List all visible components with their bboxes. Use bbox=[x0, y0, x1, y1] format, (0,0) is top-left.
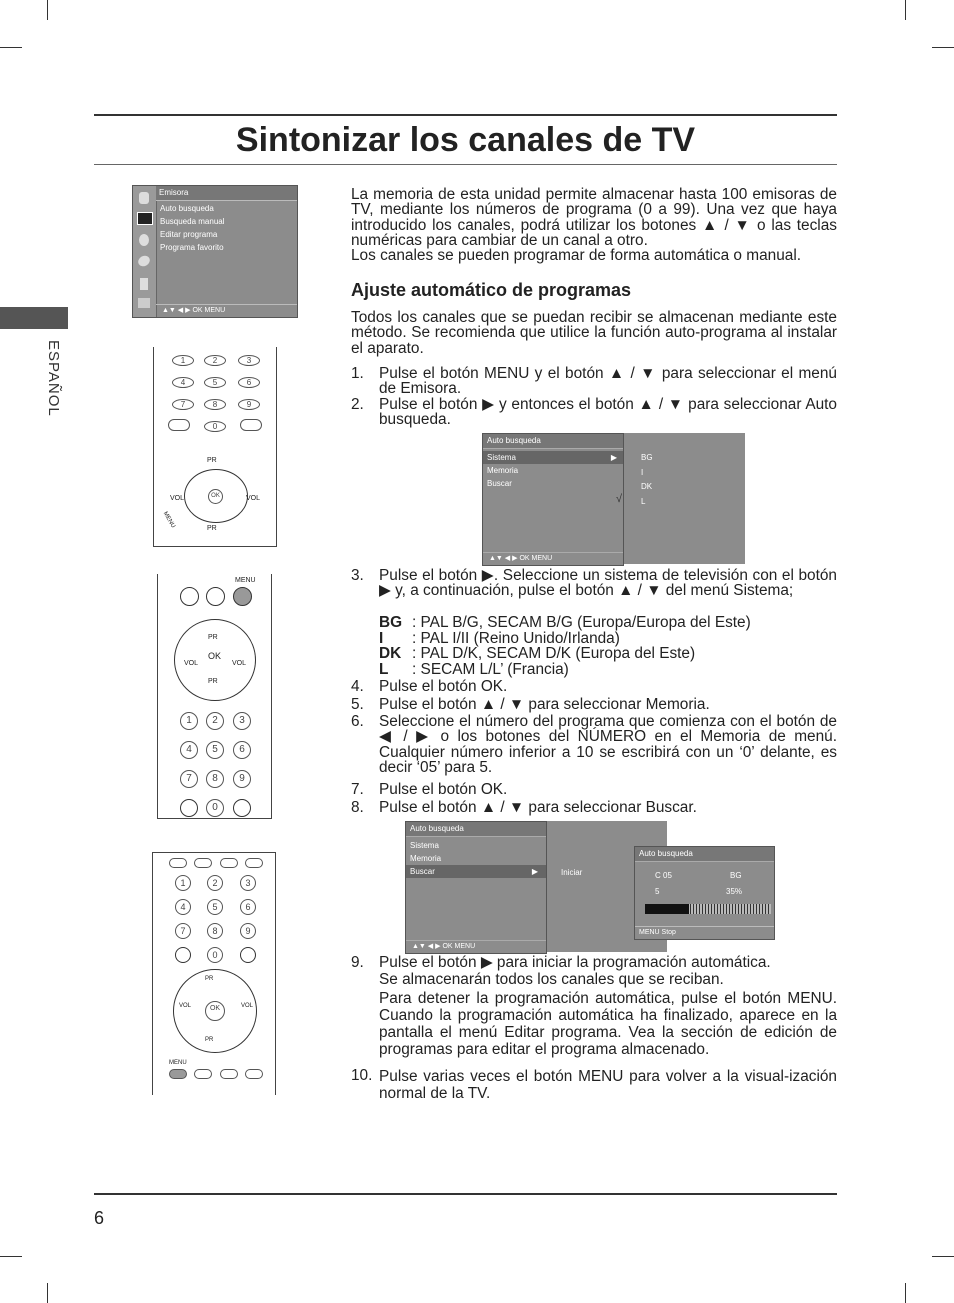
vol-label: VOL bbox=[246, 495, 261, 502]
digit-button[interactable]: 1 bbox=[180, 712, 198, 730]
remote-button[interactable] bbox=[240, 419, 262, 431]
page-number: 6 bbox=[94, 1208, 105, 1228]
check-mark: √ bbox=[616, 493, 623, 505]
start-label: Iniciar bbox=[561, 868, 583, 877]
step-5: 5. Pulse el botón ▲ / ▼ para seleccionar Memoria. bbox=[351, 696, 710, 713]
digit-button[interactable]: 4 bbox=[180, 741, 198, 759]
pr-label: PR bbox=[205, 976, 214, 982]
remote-button[interactable] bbox=[220, 1069, 238, 1079]
osd-header: Auto busqueda bbox=[406, 822, 546, 837]
ok-label: OK bbox=[208, 651, 222, 661]
screen-icon bbox=[138, 298, 150, 308]
step-3: 3. Pulse el botón ▶. Seleccione un sistema de televisión con el botón ▶ y, a continuación, pulse el botón ▲ / ▼ del menú Sistema; bbox=[351, 567, 837, 600]
menu-item: Programa favorito bbox=[160, 243, 224, 252]
digit-button[interactable]: 9 bbox=[233, 770, 251, 788]
section-heading: Ajuste automático de programas bbox=[351, 280, 632, 300]
remote-control-3 bbox=[152, 852, 276, 1095]
ok-button[interactable]: OK bbox=[205, 1001, 225, 1021]
menu-button[interactable] bbox=[233, 587, 252, 606]
menu-item: Busqueda manual bbox=[160, 217, 225, 226]
round-button[interactable] bbox=[180, 587, 199, 606]
pr-label: PR bbox=[205, 1037, 214, 1043]
menu-item: Auto busqueda bbox=[160, 204, 214, 213]
vol-label: VOL bbox=[184, 660, 199, 667]
page-title: Sintonizar los canales de TV bbox=[94, 114, 837, 165]
digit-button[interactable]: 1 bbox=[172, 355, 194, 366]
step-8: 8. Pulse el botón ▲ / ▼ para seleccionar Buscar. bbox=[351, 799, 697, 816]
pr-label: PR bbox=[208, 634, 218, 641]
digit-button[interactable]: 0 bbox=[204, 421, 226, 432]
section-paragraph: Todos los canales que se puedan recibir se almacenan mediante este método. Se recomienda que utilice la función auto-programa al instalar el aparato. bbox=[351, 309, 837, 357]
remote-control-1 bbox=[153, 347, 277, 547]
digit-button[interactable]: 3 bbox=[233, 712, 251, 730]
digit-button[interactable]: 5 bbox=[206, 741, 224, 759]
osd-footer: ▲▼ ◀ ▶ OK MENU bbox=[483, 552, 623, 565]
step-6: 6. Seleccione el número del programa que comienza con el botón de ◀ / ▶ o los botones del NÚMERO en el Memoria de menú. Cualquier número inferior a 10 se escribirá con un ‘0’ delante, es decir ‘05’ para 5. bbox=[351, 713, 837, 777]
digit-button[interactable]: 4 bbox=[175, 899, 191, 915]
menu-item: Buscar bbox=[487, 479, 512, 488]
remote-button[interactable] bbox=[245, 858, 263, 868]
step-2: 2. Pulse el botón ▶ y entonces el botón ▲ / ▼ para seleccionar Auto busqueda. bbox=[351, 396, 837, 429]
remote-button[interactable] bbox=[169, 858, 187, 868]
step-10: 10. Pulse varias veces el botón MENU para volver a la visual-ización normal de la TV. bbox=[351, 1067, 837, 1102]
remote-control-2 bbox=[157, 574, 272, 819]
menu-item: Editar programa bbox=[160, 230, 218, 239]
station-icon bbox=[139, 192, 149, 204]
digit-button[interactable]: 2 bbox=[206, 712, 224, 730]
progress-fill bbox=[645, 904, 689, 914]
digit-button[interactable]: 4 bbox=[172, 377, 194, 388]
step-9: 9. Pulse el botón ▶ para iniciar la programación automática. Se almacenarán todos los canales que se reciban. Para detener la programación automática, pulse el botón MENU. Cuando la programación automática ha finalizado, aparece en la pantalla el menú Editar programa. Vea la sección de edición de programas para editar el programa almacenado. bbox=[351, 954, 837, 1059]
digit-button[interactable]: 6 bbox=[240, 899, 256, 915]
vol-label: VOL bbox=[232, 660, 247, 667]
menu-label: MENU bbox=[235, 577, 256, 584]
system-option: DK bbox=[641, 482, 653, 491]
remote-button[interactable] bbox=[220, 858, 238, 868]
system-option: L bbox=[641, 496, 646, 506]
menu-label: MENU bbox=[161, 510, 176, 530]
digit-button[interactable]: 5 bbox=[204, 377, 226, 388]
osd-auto-busqueda-sistema bbox=[482, 433, 624, 566]
digit-button[interactable]: 7 bbox=[172, 399, 194, 410]
digit-button[interactable]: 5 bbox=[207, 899, 223, 915]
step-1: 1. Pulse el botón MENU y el botón ▲ / ▼ para seleccionar el menú de Emisora. bbox=[351, 365, 837, 398]
osd-footer: ▲▼ ◀ ▶ OK MENU bbox=[406, 940, 546, 953]
round-button[interactable] bbox=[233, 799, 251, 817]
step-4: 4. Pulse el botón OK. bbox=[351, 678, 508, 695]
intro-paragraph-2: Los canales se pueden programar de forma automática o manual. bbox=[351, 247, 802, 264]
osd-auto-busqueda-buscar bbox=[405, 821, 547, 954]
osd-header: Auto busqueda bbox=[635, 847, 774, 862]
menu-item-sistema: Sistema ▶ bbox=[483, 451, 623, 464]
pr-label: PR bbox=[208, 678, 218, 685]
digit-button[interactable]: 3 bbox=[238, 355, 260, 366]
sound-icon bbox=[139, 234, 149, 246]
digit-button[interactable]: 9 bbox=[240, 923, 256, 939]
osd-progress-box bbox=[634, 846, 775, 940]
round-button[interactable] bbox=[206, 587, 225, 606]
language-tab-bar bbox=[0, 307, 68, 329]
menu-label: MENU bbox=[169, 1060, 187, 1066]
digit-button[interactable]: 0 bbox=[206, 799, 224, 817]
language-tab: ESPAÑOL bbox=[45, 340, 62, 417]
menu-item-buscar: Buscar ▶ bbox=[406, 865, 546, 878]
digit-button[interactable]: 0 bbox=[207, 947, 223, 963]
menu-item: Memoria bbox=[410, 854, 442, 863]
digit-button[interactable]: 8 bbox=[206, 770, 224, 788]
digit-button[interactable]: 3 bbox=[240, 875, 256, 891]
program-label: 5 bbox=[655, 887, 660, 896]
system-list: BG : PAL B/G, SECAM B/G (Europa/Europa del Este) I : PAL I/II (Reino Unido/Irlanda) DK : PAL D/K, SECAM D/K (Europa del Este) L : SECAM L/L’ (Francia) bbox=[379, 614, 751, 678]
digit-button[interactable]: 6 bbox=[238, 377, 260, 388]
step-7: 7. Pulse el botón OK. bbox=[351, 781, 508, 798]
picture-icon bbox=[137, 212, 153, 225]
osd-footer: ▲▼ ◀ ▶ OK MENU bbox=[156, 304, 297, 317]
digit-button[interactable]: 7 bbox=[175, 923, 191, 939]
system-label: BG bbox=[730, 871, 742, 880]
digit-button[interactable]: 2 bbox=[207, 875, 223, 891]
pr-label: PR bbox=[207, 525, 217, 532]
digit-button[interactable]: 1 bbox=[175, 875, 191, 891]
menu-button[interactable] bbox=[169, 1069, 187, 1079]
remote-button[interactable] bbox=[194, 858, 212, 868]
menu-item: Memoria bbox=[487, 466, 519, 475]
time-icon bbox=[136, 254, 151, 269]
osd-emisora-menu bbox=[132, 185, 298, 318]
digit-button[interactable]: 8 bbox=[204, 399, 226, 410]
vol-label: VOL bbox=[179, 1003, 192, 1009]
progress-bar bbox=[645, 904, 771, 914]
remote-button[interactable] bbox=[194, 1069, 212, 1079]
remote-button[interactable] bbox=[245, 1069, 263, 1079]
osd-header: Emisora bbox=[156, 186, 297, 201]
vol-label: VOL bbox=[241, 1003, 254, 1009]
round-button[interactable] bbox=[240, 947, 256, 963]
vol-label: VOL bbox=[170, 495, 185, 502]
digit-button[interactable]: 6 bbox=[233, 741, 251, 759]
osd-footer: MENU Stop bbox=[635, 926, 774, 939]
system-option: BG bbox=[641, 453, 653, 462]
remote-button[interactable] bbox=[168, 419, 190, 431]
digit-button[interactable]: 7 bbox=[180, 770, 198, 788]
pr-label: PR bbox=[207, 457, 217, 464]
menu-item: Sistema bbox=[410, 841, 439, 850]
osd-system-submenu bbox=[616, 433, 745, 564]
system-option: I bbox=[641, 467, 644, 477]
special-icon bbox=[140, 278, 148, 290]
round-button[interactable] bbox=[180, 799, 198, 817]
digit-button[interactable]: 2 bbox=[204, 355, 226, 366]
digit-button[interactable]: 8 bbox=[207, 923, 223, 939]
percent-label: 35% bbox=[726, 887, 743, 896]
channel-label: C 05 bbox=[655, 871, 672, 880]
digit-button[interactable]: 9 bbox=[238, 399, 260, 410]
intro-paragraph: La memoria de esta unidad permite almacenar hasta 100 emisoras de TV, mediante los números de programa (0 a 99). Una vez que haya introducido los canales, podrá utilizar los botones ▲ / ▼ o las teclas numéricas para cambiar de un canal a otro. bbox=[351, 186, 837, 250]
osd-header: Auto busqueda bbox=[483, 434, 623, 449]
footer-rule bbox=[94, 1193, 837, 1195]
ok-button[interactable]: OK bbox=[208, 489, 223, 504]
round-button[interactable] bbox=[175, 947, 191, 963]
